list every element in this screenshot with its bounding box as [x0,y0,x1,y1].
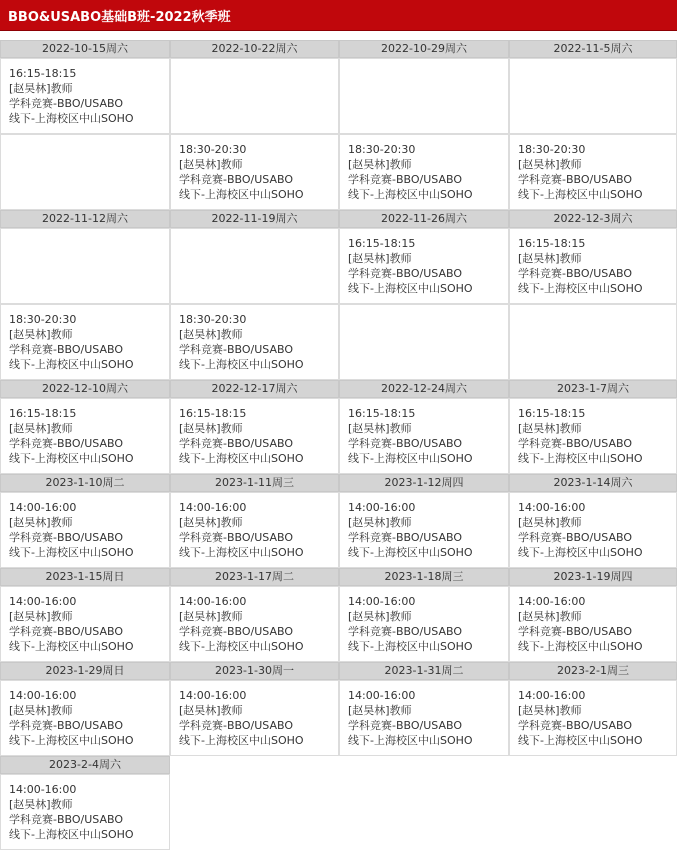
lesson-teacher: [赵昊林]教师 [179,328,243,341]
lesson-entry [9,406,134,466]
lesson-location: 线下-上海校区中山SOHO [348,282,473,295]
day-header: 2023-1-19周四 [509,568,677,586]
lesson-time: 16:15-18:15 [9,67,77,80]
lesson-teacher: [赵昊林]教师 [179,610,243,623]
lesson-entry [179,142,304,202]
schedule-slot[interactable] [0,492,170,568]
lesson-subject: 学科竞赛-BBO/USABO [179,719,294,732]
lesson-entry [9,66,134,126]
empty-slot [0,228,170,304]
schedule-slot[interactable] [0,774,170,850]
lesson-teacher: [赵昊林]教师 [179,704,243,717]
lesson-entry [9,782,134,842]
lesson-subject: 学科竞赛-BBO/USABO [9,97,124,110]
lesson-time: 14:00-16:00 [348,689,416,702]
lesson-location: 线下-上海校区中山SOHO [179,734,304,747]
schedule-slot[interactable] [170,398,339,474]
lesson-location: 线下-上海校区中山SOHO [348,734,473,747]
lesson-entry [9,594,134,654]
lesson-teacher: [赵昊林]教师 [9,610,73,623]
schedule-slot[interactable] [509,228,677,304]
lesson-subject: 学科竞赛-BBO/USABO [9,813,124,826]
lesson-subject: 学科竞赛-BBO/USABO [179,343,294,356]
lesson-teacher: [赵昊林]教师 [9,422,73,435]
lesson-subject: 学科竞赛-BBO/USABO [348,531,463,544]
lesson-entry [348,688,473,748]
day-header: 2022-11-12周六 [0,210,170,228]
lesson-time: 18:30-20:30 [179,313,247,326]
schedule-slot[interactable] [509,680,677,756]
lesson-teacher: [赵昊林]教师 [9,328,73,341]
day-header: 2023-1-31周二 [339,662,509,680]
day-header: 2022-12-3周六 [509,210,677,228]
lesson-subject: 学科竞赛-BBO/USABO [518,267,633,280]
day-header: 2022-11-5周六 [509,40,677,58]
day-header: 2022-12-10周六 [0,380,170,398]
lesson-time: 14:00-16:00 [179,689,247,702]
lesson-subject: 学科竞赛-BBO/USABO [518,625,633,638]
schedule-slot[interactable] [509,586,677,662]
lesson-subject: 学科竞赛-BBO/USABO [518,531,633,544]
lesson-teacher: [赵昊林]教师 [348,610,412,623]
lesson-location: 线下-上海校区中山SOHO [9,452,134,465]
lesson-entry [9,312,134,372]
day-header: 2022-10-29周六 [339,40,509,58]
lesson-entry [518,236,643,296]
lesson-time: 14:00-16:00 [348,501,416,514]
lesson-location: 线下-上海校区中山SOHO [518,640,643,653]
day-header: 2023-1-17周二 [170,568,339,586]
lesson-entry [518,406,643,466]
day-header: 2023-1-30周一 [170,662,339,680]
lesson-time: 18:30-20:30 [518,143,586,156]
lesson-entry [9,688,134,748]
lesson-entry [179,500,304,560]
lesson-time: 14:00-16:00 [9,595,77,608]
day-header: 2023-2-1周三 [509,662,677,680]
schedule-slot[interactable] [0,398,170,474]
lesson-teacher: [赵昊林]教师 [518,252,582,265]
lesson-location: 线下-上海校区中山SOHO [179,358,304,371]
page-title: BBO&USABO基础B班-2022秋季班 [8,10,231,25]
lesson-time: 16:15-18:15 [179,407,247,420]
lesson-subject: 学科竞赛-BBO/USABO [518,173,633,186]
day-header: 2023-1-12周四 [339,474,509,492]
day-header: 2023-2-4周六 [0,756,170,774]
day-header: 2022-12-24周六 [339,380,509,398]
lesson-teacher: [赵昊林]教师 [179,516,243,529]
lesson-teacher: [赵昊林]教师 [518,422,582,435]
lesson-subject: 学科竞赛-BBO/USABO [9,531,124,544]
schedule-slot[interactable] [339,586,509,662]
schedule-slot[interactable] [0,586,170,662]
schedule-slot[interactable] [339,398,509,474]
lesson-time: 14:00-16:00 [9,501,77,514]
empty-slot [339,304,509,380]
lesson-subject: 学科竞赛-BBO/USABO [348,719,463,732]
day-header: 2023-1-7周六 [509,380,677,398]
lesson-location: 线下-上海校区中山SOHO [348,452,473,465]
lesson-teacher: [赵昊林]教师 [518,610,582,623]
day-header: 2023-1-10周二 [0,474,170,492]
lesson-location: 线下-上海校区中山SOHO [518,282,643,295]
lesson-entry [518,688,643,748]
lesson-time: 16:15-18:15 [518,407,586,420]
lesson-location: 线下-上海校区中山SOHO [518,734,643,747]
empty-slot [0,134,170,210]
lesson-time: 18:30-20:30 [179,143,247,156]
lesson-subject: 学科竞赛-BBO/USABO [179,173,294,186]
day-header: 2022-12-17周六 [170,380,339,398]
day-header: 2023-1-18周三 [339,568,509,586]
lesson-time: 16:15-18:15 [9,407,77,420]
lesson-location: 线下-上海校区中山SOHO [179,640,304,653]
lesson-teacher: [赵昊林]教师 [518,516,582,529]
lesson-time: 14:00-16:00 [179,501,247,514]
lesson-location: 线下-上海校区中山SOHO [518,546,643,559]
lesson-entry [348,594,473,654]
lesson-time: 16:15-18:15 [348,237,416,250]
day-header: 2022-11-19周六 [170,210,339,228]
empty-slot [170,228,339,304]
lesson-time: 16:15-18:15 [518,237,586,250]
lesson-time: 14:00-16:00 [518,689,586,702]
day-header: 2022-10-15周六 [0,40,170,58]
lesson-teacher: [赵昊林]教师 [518,158,582,171]
lesson-entry [179,312,304,372]
lesson-subject: 学科竞赛-BBO/USABO [179,531,294,544]
schedule-slot[interactable] [339,680,509,756]
lesson-teacher: [赵昊林]教师 [179,422,243,435]
lesson-subject: 学科竞赛-BBO/USABO [9,719,124,732]
lesson-time: 14:00-16:00 [179,595,247,608]
lesson-teacher: [赵昊林]教师 [348,422,412,435]
lesson-subject: 学科竞赛-BBO/USABO [348,173,463,186]
schedule-slot[interactable] [509,134,677,210]
lesson-time: 14:00-16:00 [9,783,77,796]
schedule-slot[interactable] [509,492,677,568]
lesson-time: 14:00-16:00 [518,595,586,608]
lesson-location: 线下-上海校区中山SOHO [179,188,304,201]
schedule-slot[interactable] [509,398,677,474]
lesson-entry [179,406,304,466]
lesson-time: 16:15-18:15 [348,407,416,420]
lesson-location: 线下-上海校区中山SOHO [348,546,473,559]
schedule-slot[interactable] [170,492,339,568]
lesson-time: 14:00-16:00 [518,501,586,514]
schedule-slot[interactable] [170,134,339,210]
lesson-entry [518,142,643,202]
lesson-subject: 学科竞赛-BBO/USABO [9,625,124,638]
schedule-slot[interactable] [339,134,509,210]
lesson-location: 线下-上海校区中山SOHO [518,452,643,465]
lesson-entry [179,688,304,748]
lesson-subject: 学科竞赛-BBO/USABO [9,343,124,356]
lesson-teacher: [赵昊林]教师 [9,82,73,95]
day-header: 2023-1-15周日 [0,568,170,586]
lesson-entry [348,500,473,560]
empty-slot [509,304,677,380]
lesson-time: 14:00-16:00 [348,595,416,608]
lesson-location: 线下-上海校区中山SOHO [518,188,643,201]
empty-slot [170,58,339,134]
lesson-entry [348,142,473,202]
lesson-entry [179,594,304,654]
lesson-subject: 学科竞赛-BBO/USABO [348,625,463,638]
schedule-slot[interactable] [170,304,339,380]
lesson-subject: 学科竞赛-BBO/USABO [518,719,633,732]
lesson-subject: 学科竞赛-BBO/USABO [9,437,124,450]
lesson-entry [348,236,473,296]
day-header: 2022-11-26周六 [339,210,509,228]
schedule-slot[interactable] [339,492,509,568]
lesson-location: 线下-上海校区中山SOHO [179,546,304,559]
lesson-location: 线下-上海校区中山SOHO [9,358,134,371]
lesson-teacher: [赵昊林]教师 [9,516,73,529]
lesson-location: 线下-上海校区中山SOHO [179,452,304,465]
lesson-subject: 学科竞赛-BBO/USABO [518,437,633,450]
empty-slot [339,58,509,134]
lesson-teacher: [赵昊林]教师 [179,158,243,171]
lesson-subject: 学科竞赛-BBO/USABO [348,267,463,280]
lesson-subject: 学科竞赛-BBO/USABO [348,437,463,450]
schedule-slot[interactable] [170,586,339,662]
day-header: 2023-1-14周六 [509,474,677,492]
lesson-teacher: [赵昊林]教师 [348,252,412,265]
lesson-location: 线下-上海校区中山SOHO [9,734,134,747]
schedule-slot[interactable] [339,228,509,304]
lesson-entry [518,594,643,654]
lesson-entry [9,500,134,560]
lesson-subject: 学科竞赛-BBO/USABO [179,625,294,638]
schedule-slot[interactable] [0,304,170,380]
lesson-time: 18:30-20:30 [348,143,416,156]
lesson-teacher: [赵昊林]教师 [9,798,73,811]
lesson-time: 14:00-16:00 [9,689,77,702]
day-header: 2023-1-29周日 [0,662,170,680]
lesson-location: 线下-上海校区中山SOHO [9,828,134,841]
day-header: 2022-10-22周六 [170,40,339,58]
day-header: 2023-1-11周三 [170,474,339,492]
schedule-slot[interactable] [0,58,170,134]
lesson-teacher: [赵昊林]教师 [348,516,412,529]
lesson-teacher: [赵昊林]教师 [518,704,582,717]
schedule-slot[interactable] [170,680,339,756]
lesson-time: 18:30-20:30 [9,313,77,326]
lesson-location: 线下-上海校区中山SOHO [9,112,134,125]
empty-slot [509,58,677,134]
lesson-location: 线下-上海校区中山SOHO [348,188,473,201]
lesson-location: 线下-上海校区中山SOHO [348,640,473,653]
schedule-slot[interactable] [0,680,170,756]
lesson-entry [348,406,473,466]
lesson-teacher: [赵昊林]教师 [348,158,412,171]
page-header [0,0,677,31]
lesson-teacher: [赵昊林]教师 [348,704,412,717]
lesson-subject: 学科竞赛-BBO/USABO [179,437,294,450]
lesson-entry [518,500,643,560]
lesson-teacher: [赵昊林]教师 [9,704,73,717]
lesson-location: 线下-上海校区中山SOHO [9,640,134,653]
lesson-location: 线下-上海校区中山SOHO [9,546,134,559]
